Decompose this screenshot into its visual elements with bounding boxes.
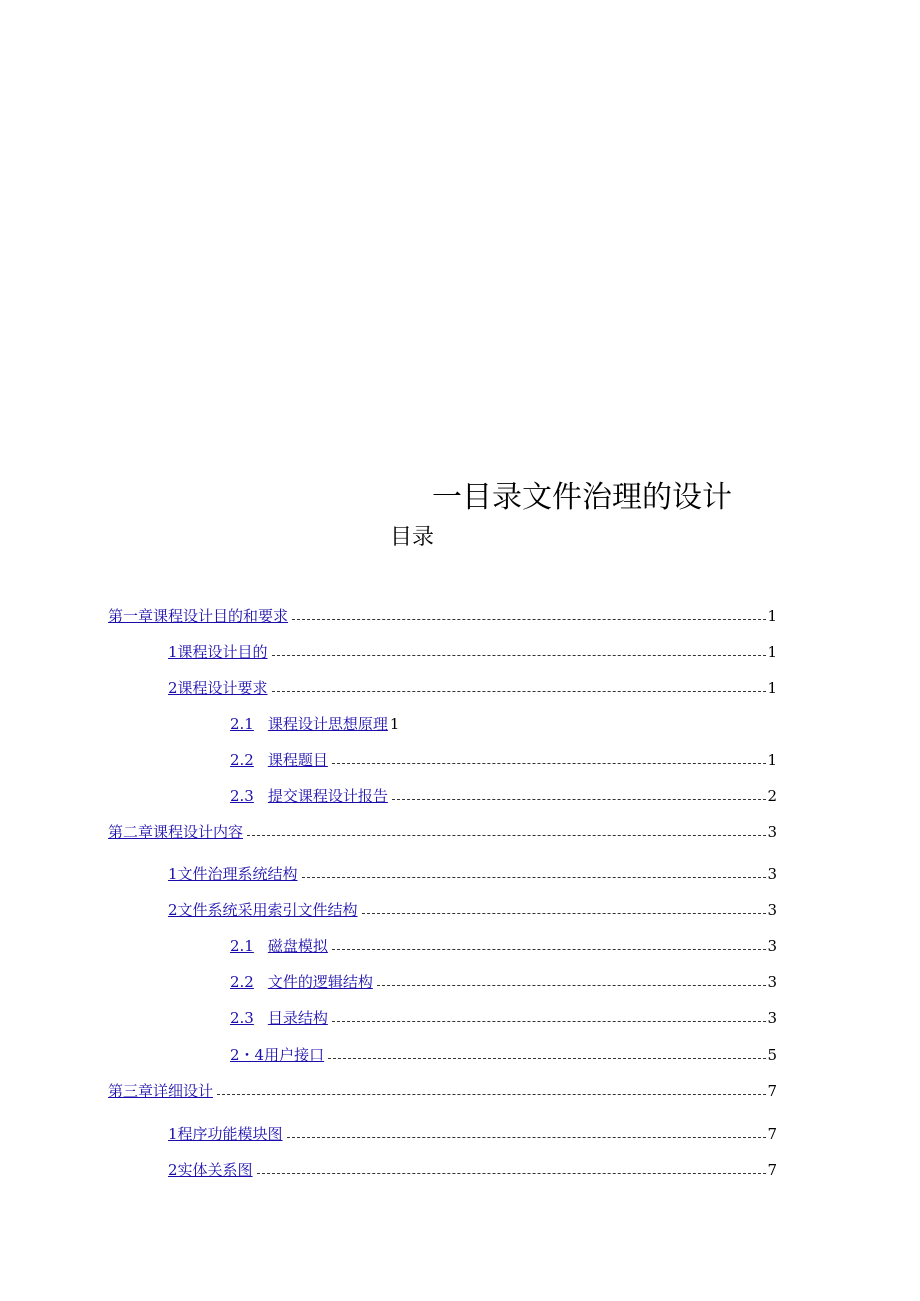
toc-entry-3-1[interactable] — [168, 1123, 777, 1145]
toc-link[interactable]: 第二章课程设计内容 — [108, 823, 244, 841]
toc-page-number: 1 — [767, 607, 777, 625]
toc-leader — [377, 984, 767, 986]
toc-entry-2-2-4[interactable] — [230, 1044, 777, 1066]
toc-leader — [362, 912, 767, 914]
toc-link[interactable]: 磁盘模拟 — [267, 937, 328, 955]
toc-link[interactable]: 第三章详细设计 — [108, 1082, 214, 1100]
toc-page-number: 1 — [767, 751, 777, 769]
toc-link[interactable]: 2文件系统采用索引文件结构 — [168, 901, 358, 919]
toc-entry-1-2-3[interactable] — [230, 785, 777, 807]
toc-page-number: 3 — [767, 823, 777, 841]
toc-page-number: 7 — [767, 1161, 777, 1179]
toc-section-number[interactable]: 2.2 — [230, 973, 254, 991]
toc-page-number: 2 — [767, 787, 777, 805]
toc-link[interactable]: 课程题目 — [267, 751, 328, 769]
toc-link[interactable]: 提交课程设计报告 — [267, 787, 388, 805]
toc-leader — [392, 798, 767, 800]
toc-leader — [287, 1136, 767, 1138]
toc-link[interactable]: 2课程设计要求 — [168, 679, 268, 697]
doc-title: 一目录文件治理的设计 — [432, 480, 732, 515]
toc-link[interactable]: 1课程设计目的 — [168, 643, 268, 661]
toc-leader — [257, 1172, 767, 1174]
toc-entry-2-2-2[interactable] — [230, 971, 777, 993]
toc-leader — [247, 834, 766, 836]
toc-section-number[interactable]: 2.3 — [230, 1009, 254, 1027]
toc-link[interactable]: 目录结构 — [267, 1009, 328, 1027]
toc-entry-1-2-1[interactable] — [230, 713, 399, 735]
toc-page-number: 3 — [767, 901, 777, 919]
toc-page-number: 1 — [767, 643, 777, 661]
toc-section-number[interactable]: 2.3 — [230, 787, 254, 805]
toc-page-number: 1 — [389, 715, 400, 733]
toc-page-number: 3 — [767, 973, 777, 991]
toc-entry-chapter-3[interactable] — [108, 1080, 777, 1102]
toc-leader — [217, 1093, 766, 1095]
toc-leader — [328, 1057, 766, 1059]
toc-link[interactable]: 课程设计思想原理 — [267, 715, 388, 733]
toc-leader — [272, 654, 767, 656]
toc-link[interactable]: 文件的逻辑结构 — [267, 973, 373, 991]
toc-page-number: 5 — [767, 1046, 777, 1064]
toc-link[interactable]: 1文件治理系统结构 — [168, 865, 298, 883]
toc-leader — [292, 618, 766, 620]
toc-entry-1-1[interactable] — [168, 641, 777, 663]
toc-entry-2-2-1[interactable] — [230, 935, 777, 957]
toc-entry-chapter-2[interactable] — [108, 821, 777, 843]
toc-section-number[interactable]: 2.2 — [230, 751, 254, 769]
toc-entry-1-2[interactable] — [168, 677, 777, 699]
toc-heading: 目录 — [390, 525, 435, 550]
toc-entry-2-2[interactable] — [168, 899, 777, 921]
toc-leader — [302, 876, 767, 878]
toc-leader — [272, 690, 767, 692]
toc-page-number: 3 — [767, 865, 777, 883]
toc-leader — [332, 948, 767, 950]
toc-leader — [332, 1020, 767, 1022]
toc-page-number: 7 — [767, 1082, 777, 1100]
toc-entry-chapter-1[interactable] — [108, 605, 777, 627]
toc-page-number: 7 — [767, 1125, 777, 1143]
toc-page-number: 3 — [767, 1009, 777, 1027]
toc-link[interactable]: 1程序功能模块图 — [168, 1125, 283, 1143]
toc-section-number[interactable]: 2.1 — [230, 937, 254, 955]
toc-page-number: 1 — [767, 679, 777, 697]
toc-section-number[interactable]: 2.1 — [230, 715, 254, 733]
toc-link[interactable]: 2实体关系图 — [168, 1161, 253, 1179]
toc-entry-2-2-3[interactable] — [230, 1007, 777, 1029]
toc-link[interactable]: 2・4用户接口 — [230, 1046, 325, 1064]
toc-link[interactable]: 第一章课程设计目的和要求 — [108, 607, 289, 625]
toc-entry-1-2-2[interactable] — [230, 749, 777, 771]
toc-entry-2-1[interactable] — [168, 863, 777, 885]
toc-leader — [332, 762, 767, 764]
toc-page-number: 3 — [767, 937, 777, 955]
toc-entry-3-2[interactable] — [168, 1159, 777, 1181]
